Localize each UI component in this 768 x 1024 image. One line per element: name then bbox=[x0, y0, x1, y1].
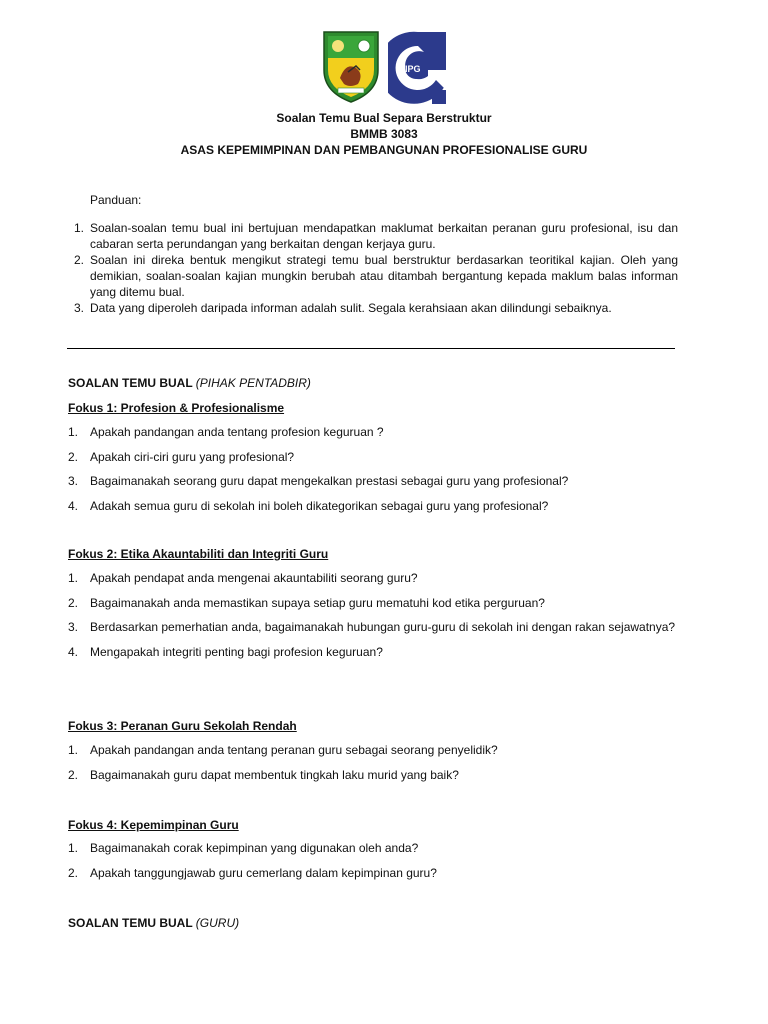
question-item bbox=[68, 420, 678, 445]
item-number: 2. bbox=[74, 253, 85, 267]
course-name: ASAS KEPEMIMPINAN DAN PEMBANGUNAN PROFESIONALISE GURU bbox=[180, 143, 588, 157]
question-number: 1. bbox=[68, 571, 79, 585]
question-text: Bagaimanakah guru dapat membentuk tingkah laku murid yang baik? bbox=[90, 767, 459, 782]
question-number: 4. bbox=[68, 644, 79, 659]
question-number: 2. bbox=[68, 595, 79, 610]
fokus-4-heading: Fokus 4: Kepemimpinan Guru bbox=[68, 818, 239, 832]
question-number: 2. bbox=[68, 449, 79, 464]
panduan-item bbox=[68, 220, 678, 252]
question-number: 3. bbox=[68, 474, 79, 488]
item-text: Soalan ini direka bentuk mengikut strategi temu bual berstruktur berdasarkan teoritikal kajian. Oleh yang demikian, soalan-soalan kajian mungkin berubah atau ditambah bergantung kepada maklum balas informan yang ditemu bual. bbox=[90, 253, 678, 299]
panduan-heading: Panduan: bbox=[90, 193, 142, 207]
fokus-3-heading: Fokus 3: Peranan Guru Sekolah Rendah bbox=[68, 719, 297, 733]
question-text: Bagaimanakah anda memastikan supaya setiap guru mematuhi kod etika perguruan? bbox=[90, 595, 545, 610]
question-item bbox=[68, 836, 678, 861]
question-item bbox=[68, 591, 678, 616]
question-item bbox=[68, 763, 678, 788]
document-header bbox=[0, 110, 768, 158]
question-text: Adakah semua guru di sekolah ini boleh dikategorikan sebagai guru yang profesional? bbox=[90, 498, 549, 513]
question-item bbox=[68, 469, 678, 494]
fokus-1-heading: Fokus 1: Profesion & Profesionalisme bbox=[68, 401, 285, 415]
item-text: Soalan-soalan temu bual ini bertujuan mendapatkan maklumat berkaitan peranan guru profesional, isu dan cabaran serta perundangan yang berkaitan dengan kerjaya guru. bbox=[90, 221, 678, 251]
panduan-item bbox=[68, 252, 678, 300]
fokus-2-questions bbox=[68, 566, 678, 664]
state-crest-logo bbox=[322, 30, 380, 104]
course-code: BMMB 3083 bbox=[350, 127, 418, 141]
question-item bbox=[68, 494, 678, 519]
fokus-4-questions bbox=[68, 836, 678, 885]
question-text: Berdasarkan pemerhatian anda, bagaimanakah hubungan guru-guru di sekolah ini dengan rakan sejawatnya? bbox=[90, 620, 676, 634]
question-item bbox=[68, 615, 678, 640]
logo-bar bbox=[0, 30, 768, 110]
question-text: Bagaimanakah seorang guru dapat mengekalkan prestasi sebagai guru yang profesional? bbox=[90, 474, 569, 488]
fokus-1-questions bbox=[68, 420, 678, 518]
question-item bbox=[68, 861, 678, 886]
fokus-3-questions bbox=[68, 738, 678, 787]
section-heading-pentadbir bbox=[68, 376, 311, 390]
question-item bbox=[68, 445, 678, 470]
ipg-logo-text: IPG bbox=[405, 64, 421, 74]
question-text: Bagaimanakah corak kepimpinan yang digunakan oleh anda? bbox=[90, 841, 419, 855]
question-text: Apakah pandangan anda tentang peranan guru sebagai seorang penyelidik? bbox=[90, 743, 498, 757]
horizontal-divider bbox=[67, 348, 675, 349]
ipg-q-logo bbox=[388, 30, 448, 106]
section-title: SOALAN TEMU BUAL bbox=[68, 376, 193, 390]
question-number: 1. bbox=[68, 743, 79, 757]
question-number: 1. bbox=[68, 841, 79, 855]
item-number: 1. bbox=[74, 221, 85, 235]
question-text: Mengapakah integriti penting bagi profesion keguruan? bbox=[90, 644, 383, 659]
question-item bbox=[68, 640, 678, 665]
question-number: 3. bbox=[68, 620, 79, 634]
item-number: 3. bbox=[74, 301, 85, 315]
question-item bbox=[68, 738, 678, 763]
document-title: Soalan Temu Bual Separa Berstruktur bbox=[276, 111, 492, 125]
question-text: Apakah ciri-ciri guru yang profesional? bbox=[90, 449, 295, 464]
question-text: Apakah pandangan anda tentang profesion keguruan ? bbox=[90, 425, 384, 439]
question-number: 2. bbox=[68, 767, 79, 782]
question-number: 4. bbox=[68, 498, 79, 513]
section-heading-guru bbox=[68, 916, 239, 930]
question-number: 2. bbox=[68, 865, 79, 880]
panduan-item bbox=[68, 300, 678, 316]
section-subtitle: (PIHAK PENTADBIR) bbox=[195, 376, 311, 390]
question-item bbox=[68, 566, 678, 591]
fokus-2-heading: Fokus 2: Etika Akauntabiliti dan Integriti Guru bbox=[68, 547, 329, 561]
section-subtitle: (GURU) bbox=[195, 916, 240, 930]
question-number: 1. bbox=[68, 425, 79, 439]
question-text: Apakah tanggungjawab guru cemerlang dalam kepimpinan guru? bbox=[90, 865, 437, 880]
panduan-list bbox=[68, 220, 678, 316]
question-text: Apakah pendapat anda mengenai akauntabiliti seorang guru? bbox=[90, 571, 418, 585]
item-text: Data yang diperoleh daripada informan adalah sulit. Segala kerahsiaan akan dilindungi sebaiknya. bbox=[90, 301, 612, 315]
section-title: SOALAN TEMU BUAL bbox=[68, 916, 193, 930]
